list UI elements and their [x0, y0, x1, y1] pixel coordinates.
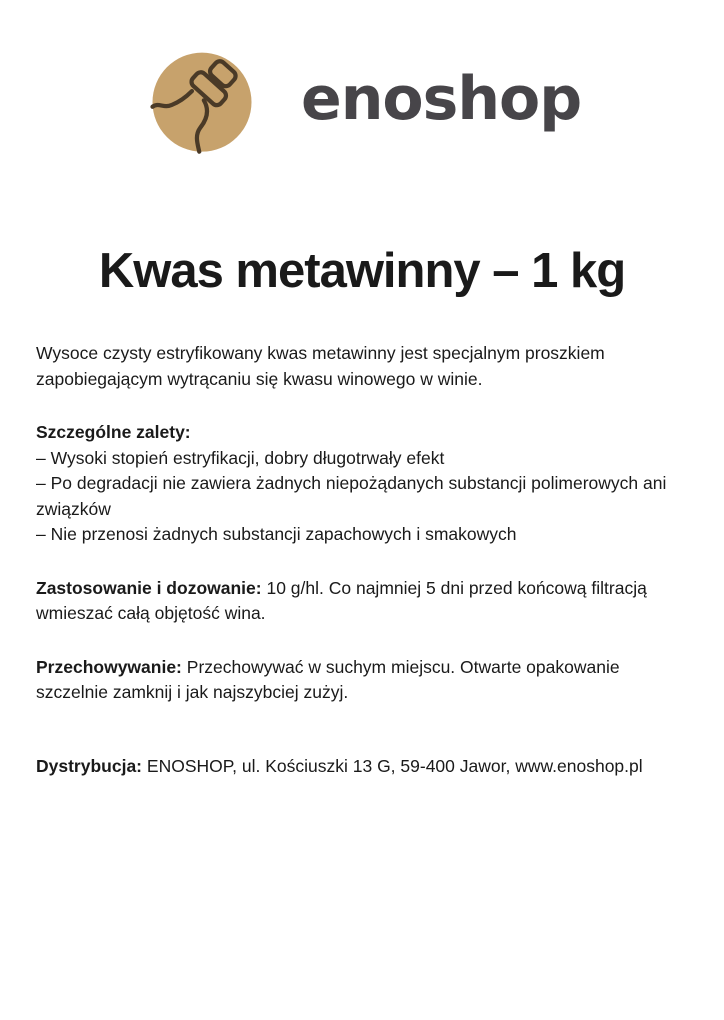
storage-text: Przechowywać w suchym miejscu. Otwarte opakowanie szczelnie zamknij i jak najszybciej zużyj. [36, 656, 620, 703]
advantages-section [36, 420, 688, 548]
brand-wordmark: enoshop [301, 64, 582, 134]
intro-paragraph: Wysoce czysty estryfikowany kwas metawinny jest specjalnym proszkiem zapobiegającym wytrącaniu się kwasu winowego w winie. [36, 343, 605, 389]
dosage-paragraph [36, 576, 688, 627]
dosage-label: Zastosowanie i dozowanie: [36, 577, 262, 598]
distribution-paragraph [36, 754, 688, 780]
distribution-text: ENOSHOP, ul. Kościuszki 13 G, 59-400 Jawor, www.enoshop.pl [146, 755, 643, 776]
advantages-heading: Szczególne zalety: [36, 422, 191, 443]
storage-label: Przechowywanie: [36, 656, 182, 677]
dosage-text: 10 g/hl. Co najmniej 5 dni przed końcową filtracją wmieszać całą objętość wina. [36, 577, 647, 624]
logo-circle [153, 53, 252, 152]
product-title: Kwas metawinny – 1 kg [98, 244, 626, 298]
document-body [36, 341, 688, 779]
enoshop-logo-icon [147, 48, 257, 160]
advantage-item: – Wysoki stopień estryfikacji, dobry długotrwały efekt [36, 447, 445, 468]
brand-header [147, 48, 724, 160]
storage-paragraph [36, 655, 688, 706]
advantage-item: – Po degradacji nie zawiera żadnych niepożądanych substancji polimerowych ani związków [36, 473, 667, 519]
advantage-item: – Nie przenosi żadnych substancji zapachowych i smakowych [36, 524, 517, 545]
distribution-label: Dystrybucja: [36, 755, 143, 776]
